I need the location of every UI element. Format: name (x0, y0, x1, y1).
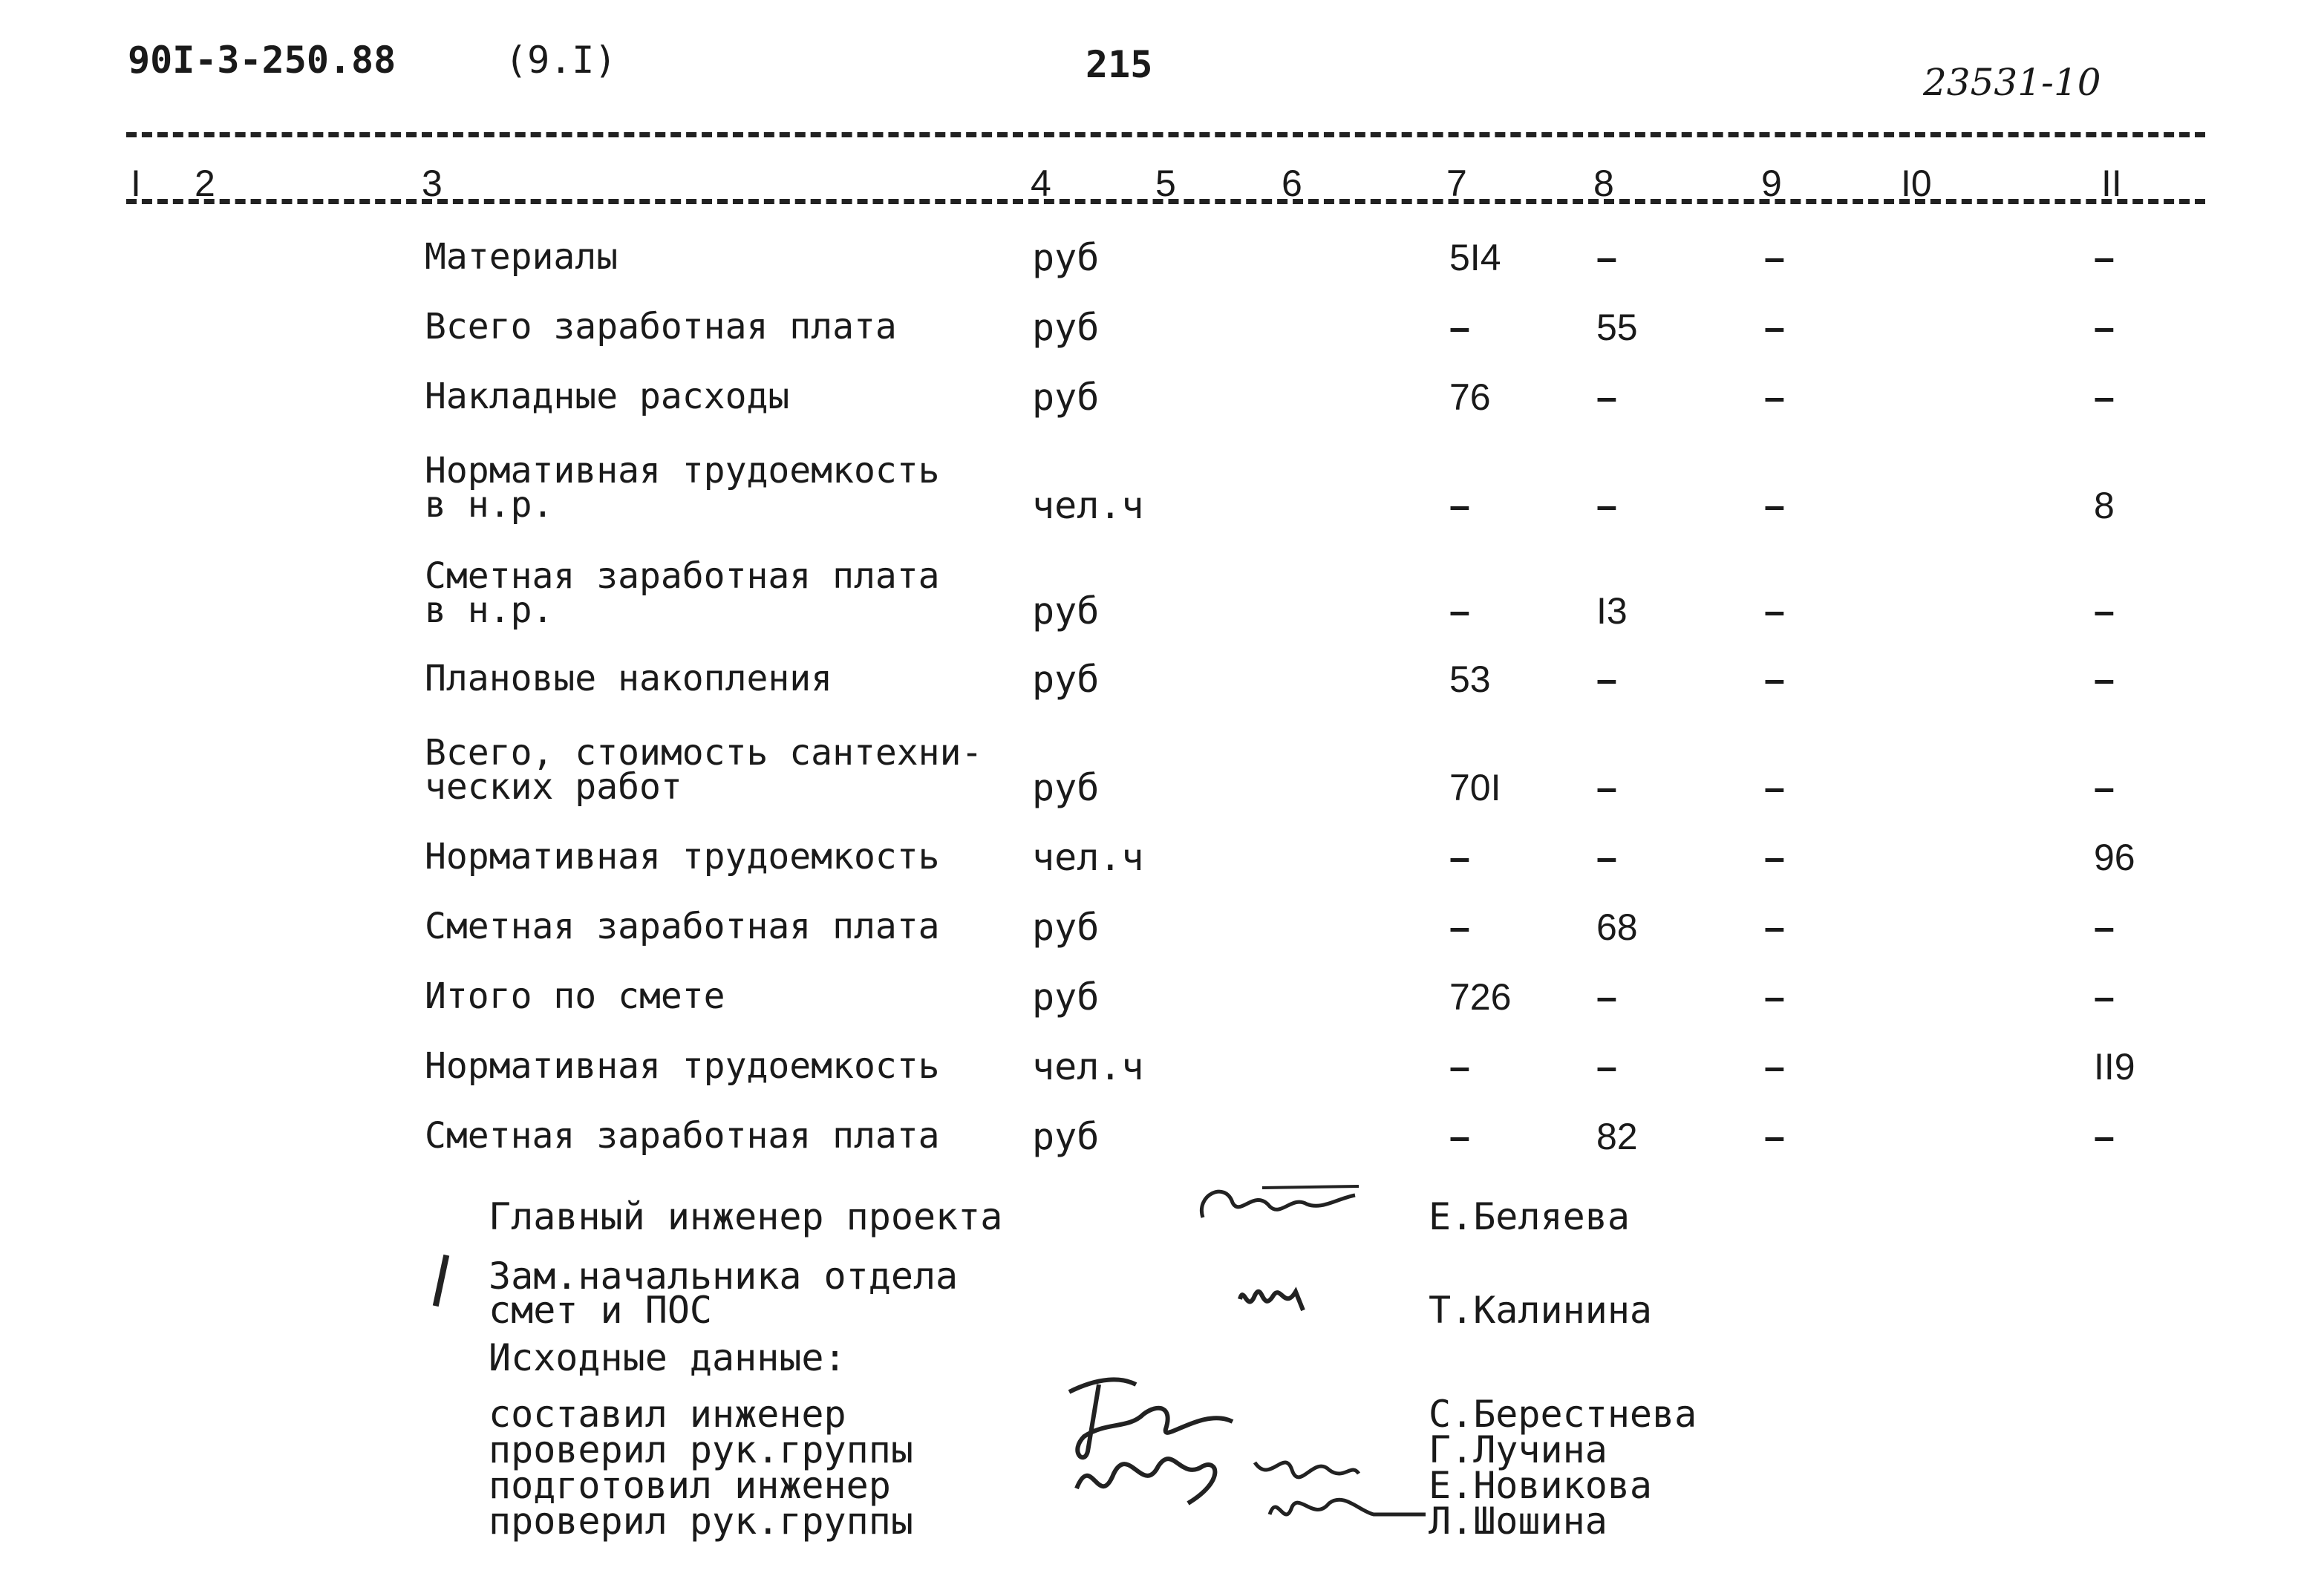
cell-c11: – (2094, 307, 2115, 348)
header-rule (126, 132, 2205, 137)
row-unit: руб (1032, 1115, 1100, 1158)
cell-c8: – (1596, 837, 1617, 878)
row-label: Сметная заработная плата (425, 1115, 940, 1157)
row-unit: руб (1032, 766, 1100, 809)
cell-c7: 726 (1449, 976, 1512, 1018)
cell-c9: – (1764, 1116, 1785, 1157)
column-number: I0 (1901, 163, 1932, 204)
row-label: Всего, стоимость сантехни- (425, 732, 983, 774)
signature-berestneva-luchina (1054, 1362, 1247, 1526)
cell-c9: – (1764, 376, 1785, 418)
column-number: 2 (195, 163, 215, 204)
column-number: 3 (422, 163, 443, 204)
cell-c7: 53 (1449, 658, 1491, 700)
source-heading: Исходные данные: (489, 1336, 846, 1379)
cell-c7: – (1449, 307, 1470, 348)
row-label: в н.р. (425, 484, 554, 526)
row-unit: руб (1032, 306, 1100, 349)
signature-role: Зам.начальника отдела (489, 1255, 959, 1298)
cell-c9: – (1764, 590, 1785, 632)
cell-c11: 96 (2094, 837, 2135, 878)
cell-c9: – (1764, 837, 1785, 878)
row-label: Нормативная трудоемкость (425, 836, 940, 877)
cell-c11: 8 (2094, 485, 2115, 526)
cell-c7: – (1449, 837, 1470, 878)
cell-c8: – (1596, 485, 1617, 526)
row-label: Плановые накопления (425, 658, 833, 699)
column-number: 6 (1282, 163, 1302, 204)
column-number: I (131, 163, 141, 204)
source-name: Г.Лучина (1429, 1428, 1607, 1471)
cell-c11: – (2094, 376, 2115, 418)
cell-c8: – (1596, 767, 1617, 808)
cell-c7: – (1449, 485, 1470, 526)
column-number: 9 (1761, 163, 1782, 204)
cell-c8: – (1596, 237, 1617, 278)
row-label: Всего заработная плата (425, 306, 897, 347)
source-role: проверил рук.группы (489, 1500, 913, 1543)
cell-c9: – (1764, 767, 1785, 808)
cell-c11: II9 (2094, 1046, 2135, 1088)
row-unit: руб (1032, 376, 1100, 419)
row-unit: руб (1032, 589, 1100, 632)
cell-c7: 5I4 (1449, 237, 1501, 278)
cell-c11: – (2094, 906, 2115, 948)
signature-role: смет и ПОС (489, 1289, 713, 1332)
cell-c11: – (2094, 590, 2115, 632)
row-unit: руб (1032, 975, 1100, 1019)
source-name: С.Берестнева (1429, 1393, 1697, 1436)
row-label: Нормативная трудоемкость (425, 450, 940, 491)
row-unit: руб (1032, 658, 1100, 701)
document-code: 90I-3-250.88 (128, 39, 396, 82)
source-name: Е.Новикова (1429, 1464, 1653, 1507)
cell-c8: 68 (1596, 906, 1638, 948)
section-number: (9.I) (505, 39, 617, 82)
signature-role: Главный инженер проекта (489, 1195, 1003, 1238)
cell-c9: – (1764, 906, 1785, 948)
cell-c8: – (1596, 976, 1617, 1018)
cell-c7: – (1449, 906, 1470, 948)
column-number: 8 (1593, 163, 1614, 204)
signature-kalinina (1233, 1269, 1322, 1321)
row-unit: чел.ч (1032, 484, 1144, 527)
cell-c8: I3 (1596, 590, 1628, 632)
column-rule (126, 199, 2205, 204)
cell-c7: 70I (1449, 767, 1501, 808)
cell-c8: 82 (1596, 1116, 1638, 1157)
cell-c9: – (1764, 485, 1785, 526)
cell-c9: – (1764, 658, 1785, 700)
cell-c11: – (2094, 976, 2115, 1018)
row-label: Сметная заработная плата (425, 555, 940, 597)
row-label: в н.р. (425, 589, 554, 631)
cell-c9: – (1764, 237, 1785, 278)
column-number: 5 (1155, 163, 1176, 204)
column-number: 4 (1031, 163, 1051, 204)
cell-c9: – (1764, 307, 1785, 348)
source-role: проверил рук.группы (489, 1428, 913, 1471)
source-role: подготовил инженер (489, 1464, 891, 1507)
page-number: 215 (1086, 43, 1153, 86)
cell-c8: 55 (1596, 307, 1638, 348)
signature-novikova-shoshina (1240, 1440, 1433, 1544)
row-label: Материалы (425, 236, 618, 278)
cell-c9: – (1764, 1046, 1785, 1088)
cell-c7: – (1449, 1046, 1470, 1088)
cell-c11: – (2094, 658, 2115, 700)
cell-c8: – (1596, 376, 1617, 418)
row-label: Итого по смете (425, 975, 725, 1017)
cell-c8: – (1596, 658, 1617, 700)
row-unit: руб (1032, 906, 1100, 949)
inventory-number: 23531-10 (1923, 61, 2101, 104)
cell-c7: – (1449, 590, 1470, 632)
row-label: ческих работ (425, 766, 682, 808)
signature-belyaeva (1188, 1173, 1366, 1232)
column-number: 7 (1446, 163, 1467, 204)
source-role: составил инженер (489, 1393, 846, 1436)
signature-name: Т.Калинина (1429, 1289, 1653, 1332)
signature-name: Е.Беляева (1429, 1195, 1630, 1238)
row-unit: руб (1032, 236, 1100, 279)
row-label: Сметная заработная плата (425, 906, 940, 947)
cell-c8: – (1596, 1046, 1617, 1088)
cell-c11: – (2094, 767, 2115, 808)
row-label: Нормативная трудоемкость (425, 1045, 940, 1087)
row-unit: чел.ч (1032, 1045, 1144, 1088)
row-label: Накладные расходы (425, 376, 790, 417)
cell-c11: – (2094, 1116, 2115, 1157)
cell-c9: – (1764, 976, 1785, 1018)
row-unit: чел.ч (1032, 836, 1144, 879)
column-number: II (2101, 163, 2122, 204)
source-name: Л.Шошина (1429, 1500, 1607, 1543)
cell-c7: 76 (1449, 376, 1491, 418)
margin-mark (433, 1255, 449, 1307)
cell-c11: – (2094, 237, 2115, 278)
cell-c7: – (1449, 1116, 1470, 1157)
